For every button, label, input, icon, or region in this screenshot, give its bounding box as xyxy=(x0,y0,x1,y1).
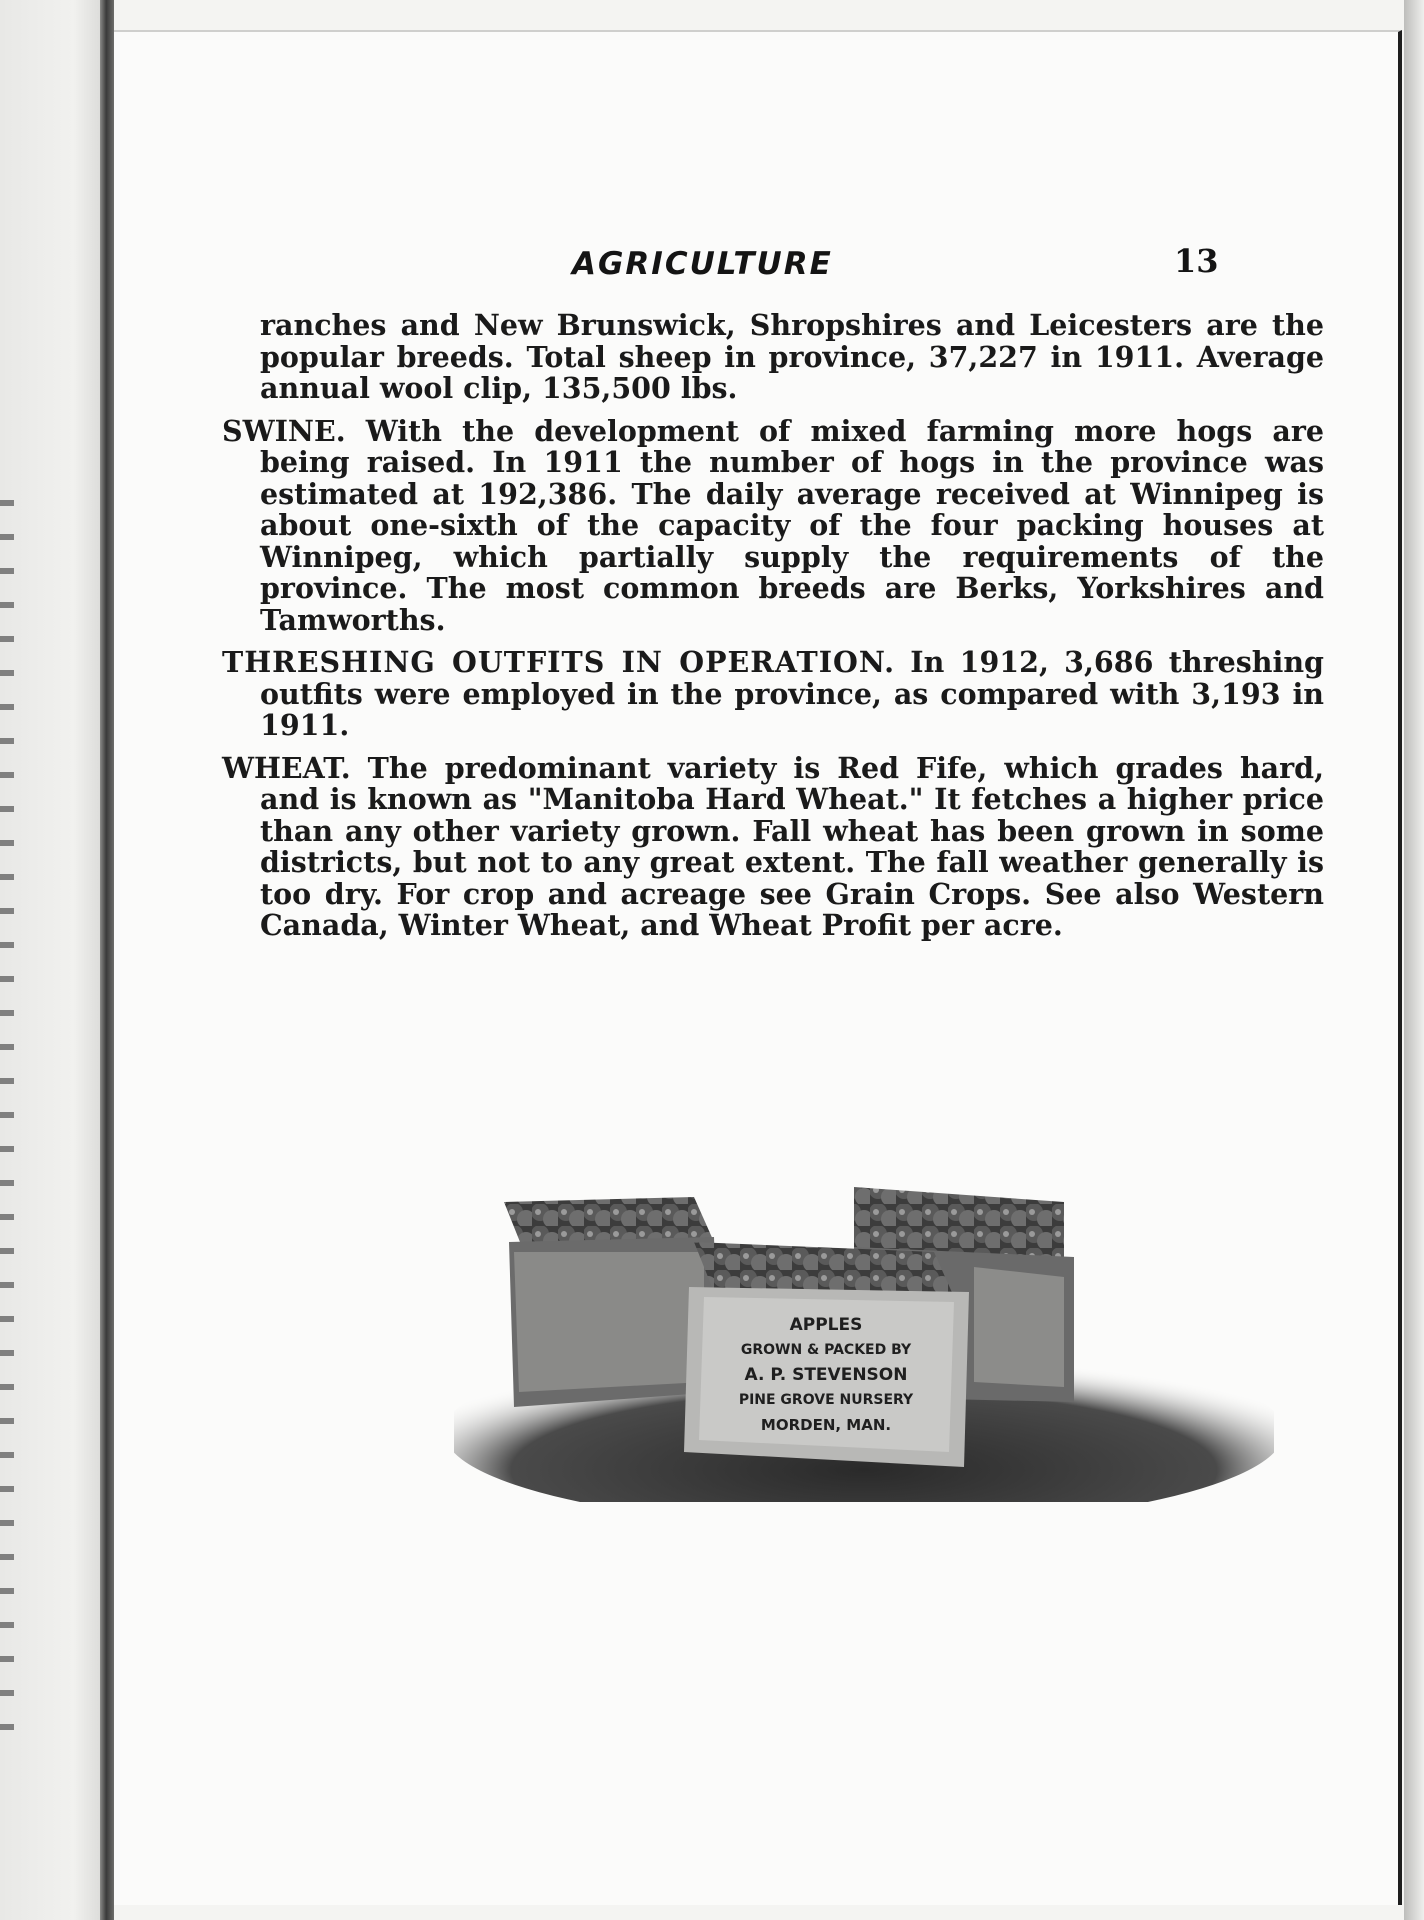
sheep-paragraph-text: ranches and New Brunswick, Shropshires and Leicesters are the popular breeds. Total sheep in province, 37,227 in 1911. Average annual wool clip, 135,500 lbs. xyxy=(260,308,1324,405)
crate-label-name: A. P. STEVENSON xyxy=(744,1365,908,1385)
facing-page-text-fragment xyxy=(0,500,14,1750)
apple-crate-front xyxy=(684,1242,969,1467)
apple-crates-photo xyxy=(454,1182,1274,1502)
crate-label-town: MORDEN, MAN. xyxy=(760,1416,892,1434)
swine-paragraph xyxy=(222,413,1324,637)
right-margin-edge xyxy=(1404,0,1424,1920)
page-number: 13 xyxy=(1174,242,1219,280)
wheat-heading: WHEAT. xyxy=(222,750,351,785)
crate-label-apples: APPLES xyxy=(789,1315,863,1335)
crate-label-nursery: PINE GROVE NURSERY xyxy=(738,1392,914,1408)
swine-text: With the development of mixed farming more hogs are being raised. In 1911 the number of hogs in the province was estimated at 192,386. The daily average received at Winnipeg is about one-sixth of the capacity of the four packing houses at Winnipeg, which partially supply the requirements of the province. The most common breeds are Berks, Yorkshires and Tamworths. xyxy=(260,413,1324,637)
sheep-paragraph xyxy=(222,310,1324,405)
running-title: AGRICULTURE xyxy=(572,246,833,282)
wheat-paragraph xyxy=(222,750,1324,942)
crate-label-grown: GROWN & PACKED BY xyxy=(740,1342,912,1358)
wheat-text: The predominant variety is Red Fife, which grades hard, and is known as "Manitoba Hard Wheat." It fetches a higher price than any other variety grown. Fall wheat has been grown in some districts, but not to any great extent. The fall weather generally is too dry. For crop and acreage see Grain Crops. See also Western Canada, Winter Wheat, and Wheat Profit per acre. xyxy=(260,750,1324,942)
book-page xyxy=(114,30,1402,1905)
threshing-heading: THRESHING OUTFITS IN OPERATION. xyxy=(222,645,895,679)
body-text xyxy=(222,310,1324,953)
book-gutter xyxy=(100,0,114,1920)
threshing-text: In 1912, 3,686 threshing outfits were employed in the province, as compared with 3,193 in 1911. xyxy=(260,645,1324,742)
swine-heading: SWINE. xyxy=(222,413,346,448)
facing-page-edge xyxy=(0,0,105,1920)
threshing-paragraph xyxy=(222,647,1324,742)
page-header xyxy=(114,242,1398,292)
